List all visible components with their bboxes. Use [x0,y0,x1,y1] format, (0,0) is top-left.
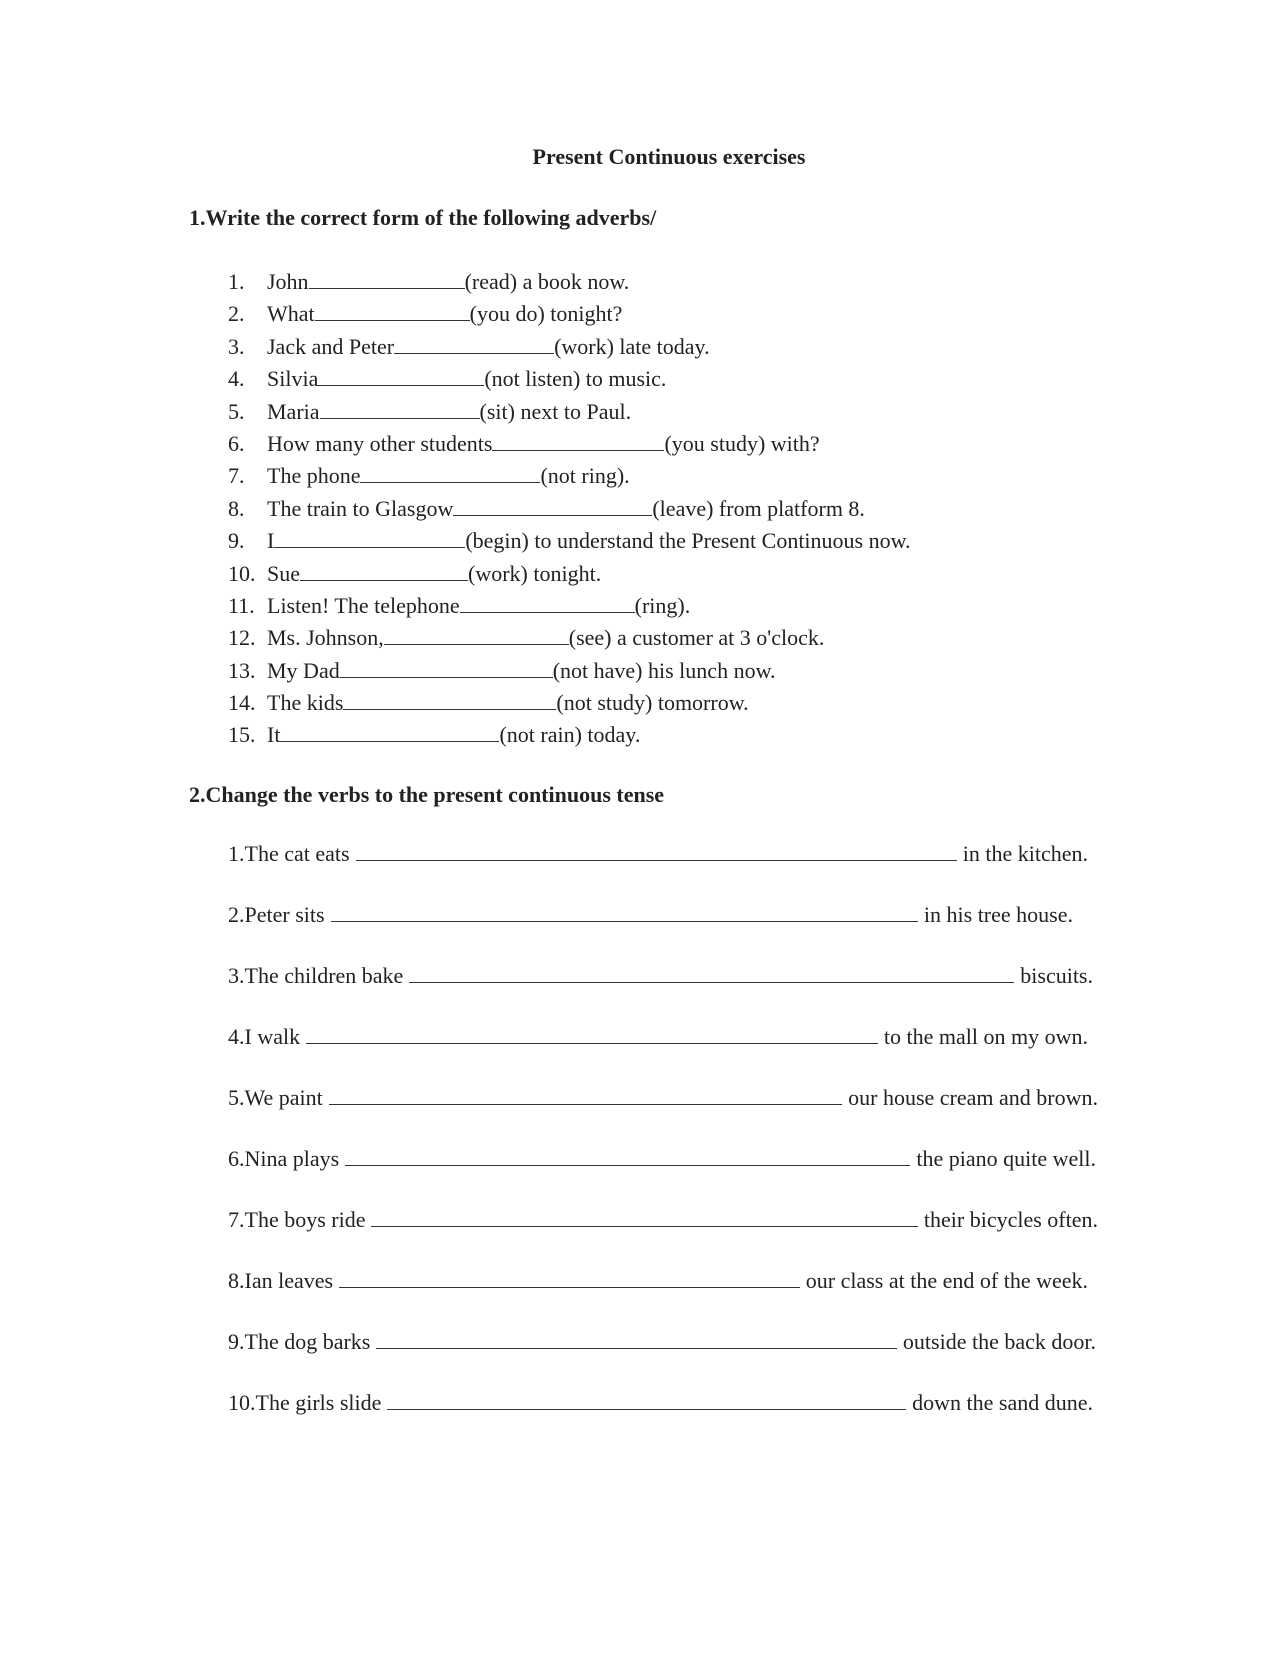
item-suffix: (begin) to understand the Present Continuous now. [465,528,911,554]
answer-blank[interactable] [329,1084,842,1105]
answer-blank[interactable] [339,1267,800,1288]
exercise1-item [228,363,911,395]
answer-blank[interactable] [306,1023,878,1044]
answer-blank[interactable] [331,901,918,922]
exercise1-list [228,266,911,752]
item-prefix: 5.We paint [228,1085,323,1110]
answer-blank[interactable] [356,840,957,861]
item-suffix: (work) late today. [554,333,710,359]
exercise1-item [228,525,911,557]
item-suffix: outside the back door. [902,1329,1096,1354]
item-suffix: in the kitchen. [962,841,1088,866]
exercise1-item [228,687,911,719]
item-suffix: (leave) from platform 8. [652,495,865,521]
item-number: 7. [228,463,245,489]
item-prefix: Maria [267,398,320,424]
exercise1-item [228,655,911,687]
item-prefix: How many other students [267,430,493,456]
answer-blank[interactable] [460,594,635,613]
exercise1-item [228,331,911,363]
item-suffix: (you do) tonight? [469,301,623,327]
answer-blank[interactable] [274,529,465,548]
answer-blank[interactable] [453,497,652,516]
section1-heading: 1.Write the correct form of the following adverbs/ [189,205,657,230]
exercise2-item [228,1023,1088,1084]
exercise2-item [228,1328,1096,1389]
exercise2-item [228,840,1088,901]
item-prefix: 9.The dog barks [228,1329,371,1354]
item-prefix: Listen! The telephone [267,592,460,618]
item-suffix: the piano quite well. [916,1146,1096,1171]
answer-blank[interactable] [318,367,484,386]
item-number: 14. [228,690,256,716]
item-prefix: Sue [267,560,300,586]
item-number: 10. [228,560,256,586]
item-prefix: It [267,722,281,748]
item-prefix: What [267,301,315,327]
exercise1-item [228,558,911,590]
answer-blank[interactable] [371,1206,917,1227]
exercise2-item [228,901,1073,962]
item-number: 15. [228,722,256,748]
item-number: 6. [228,430,245,456]
item-prefix: My Dad [267,657,340,683]
item-prefix: 3.The children bake [228,963,404,988]
item-prefix: The train to Glasgow [267,495,454,521]
item-suffix: (not have) his lunch now. [552,657,776,683]
exercise1-item [228,493,911,525]
item-prefix: 1.The cat eats [228,841,350,866]
item-number: 12. [228,625,256,651]
item-prefix: John [267,269,309,294]
exercise2-item [228,1084,1098,1145]
item-prefix: 7.The boys ride [228,1207,366,1232]
answer-blank[interactable] [340,659,553,678]
exercise2-item [228,1389,1093,1450]
item-number: 1. [228,269,245,294]
item-prefix: 8.Ian leaves [228,1268,334,1293]
item-suffix: to the mall on my own. [883,1024,1088,1049]
item-suffix: (read) a book now. [464,269,630,294]
item-prefix: 10.The girls slide [228,1390,382,1415]
answer-blank[interactable] [343,691,556,710]
answer-blank[interactable] [376,1328,897,1349]
item-prefix: 2.Peter sits [228,902,325,927]
answer-blank[interactable] [320,400,480,419]
item-number: 2. [228,301,245,327]
exercise2-item [228,1206,1098,1267]
answer-blank[interactable] [300,562,468,581]
item-number: 3. [228,333,245,359]
item-suffix: (see) a customer at 3 o'clock. [568,625,825,651]
item-number: 8. [228,495,245,521]
answer-blank[interactable] [345,1145,910,1166]
item-prefix: Silvia [267,366,319,392]
item-suffix: our house cream and brown. [848,1085,1098,1110]
item-suffix: (not rain) today. [499,722,641,748]
item-suffix: (ring). [634,592,691,618]
answer-blank[interactable] [394,335,554,354]
item-prefix: The kids [267,690,344,716]
item-number: 11. [228,592,255,618]
answer-blank[interactable] [384,626,569,645]
exercise2-item [228,962,1093,1023]
exercise1-item [228,622,911,654]
exercise2-list [228,840,1098,1450]
answer-blank[interactable] [409,962,1014,983]
item-suffix: in his tree house. [923,902,1073,927]
item-prefix: Jack and Peter [267,333,395,359]
exercise1-item [228,719,911,751]
section2-heading: 2.Change the verbs to the present continuous tense [189,782,665,807]
exercise1-item [228,428,911,460]
item-prefix: Ms. Johnson, [267,625,384,651]
exercise2-item [228,1267,1088,1328]
item-suffix: (not study) tomorrow. [556,690,749,716]
item-prefix: 6.Nina plays [228,1146,340,1171]
item-suffix: their bicycles often. [923,1207,1098,1232]
item-number: 4. [228,366,245,392]
answer-blank[interactable] [387,1389,906,1410]
item-suffix: (sit) next to Paul. [479,398,632,424]
answer-blank[interactable] [315,302,470,321]
item-number: 5. [228,398,245,424]
exercise2-item [228,1145,1096,1206]
item-suffix: (not ring). [540,463,630,489]
item-suffix: biscuits. [1020,963,1093,988]
answer-blank[interactable] [280,723,499,742]
answer-blank[interactable] [360,464,540,483]
answer-blank[interactable] [309,270,465,289]
item-prefix: I [267,528,275,554]
item-number: 13. [228,657,256,683]
exercise1-item [228,590,911,622]
answer-blank[interactable] [492,432,664,451]
item-number: 9. [228,528,245,554]
exercise1-item [228,266,911,298]
item-suffix: (you study) with? [664,430,820,456]
item-suffix: (not listen) to music. [484,366,667,392]
exercise1-item [228,460,911,492]
item-suffix: down the sand dune. [912,1390,1093,1415]
exercise1-item [228,298,911,330]
exercise1-item [228,396,911,428]
item-suffix: our class at the end of the week. [805,1268,1088,1293]
item-suffix: (work) tonight. [468,560,602,586]
page-title: Present Continuous exercises [532,144,806,169]
item-prefix: 4.I walk [228,1024,301,1049]
item-prefix: The phone [267,463,361,489]
